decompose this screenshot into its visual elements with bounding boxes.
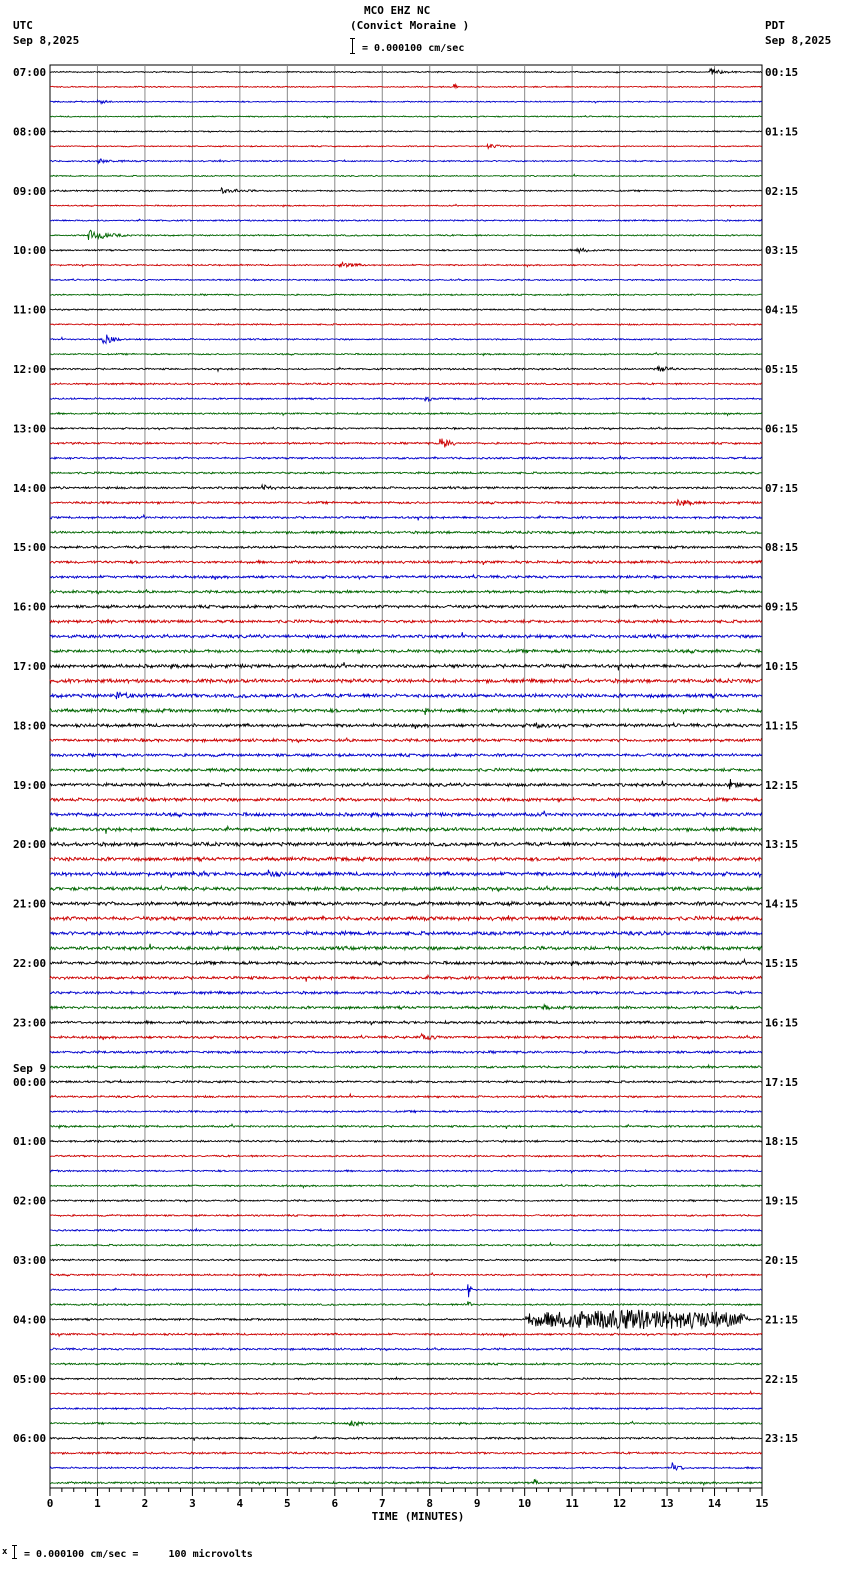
- date-change-label: Sep 9: [13, 1061, 47, 1075]
- right-hour-label: 20:15: [765, 1254, 799, 1267]
- seismic-trace: [50, 1215, 762, 1217]
- x-axis: [47, 1488, 769, 1523]
- seismic-trace: [50, 1436, 762, 1440]
- right-hour-label: 18:15: [765, 1135, 799, 1149]
- left-hour-label: 01:00: [13, 1135, 47, 1149]
- x-tick-label: 9: [473, 1497, 481, 1510]
- scale-text: = 0.000100 cm/sec: [362, 43, 465, 54]
- seismic-trace: [50, 1034, 762, 1040]
- seismic-trace: [50, 561, 762, 565]
- left-hour-label: 17:00: [13, 660, 47, 673]
- x-tick-label: 4: [236, 1497, 244, 1510]
- left-hour-label: 04:00: [13, 1313, 47, 1327]
- left-hour-label: 00:00: [13, 1075, 47, 1089]
- seismic-trace: [50, 500, 762, 506]
- right-hour-label: 08:15: [765, 541, 799, 555]
- seismic-trace: [50, 1243, 762, 1246]
- footer-scale-bar-icon: [14, 1545, 15, 1559]
- seismic-trace: [50, 575, 762, 580]
- right-hour-label: 09:15: [765, 600, 799, 614]
- seismic-trace: [50, 367, 762, 372]
- seismic-trace: [50, 649, 762, 653]
- seismic-trace: [50, 485, 762, 490]
- x-tick-label: 10: [518, 1497, 532, 1510]
- seismic-trace: [50, 1348, 762, 1351]
- right-hour-label: 16:15: [765, 1016, 799, 1030]
- seismic-trace: [50, 1051, 762, 1054]
- seismic-trace: [50, 324, 762, 326]
- x-tick-label: 15: [755, 1497, 769, 1510]
- seismic-trace: [50, 975, 762, 981]
- seismic-trace: [50, 1301, 762, 1305]
- seismic-trace: [50, 842, 762, 846]
- seismic-trace: [50, 902, 762, 906]
- station-location: (Convict Moraine ): [350, 19, 470, 32]
- seismic-trace: [50, 546, 762, 549]
- seismic-trace: [50, 427, 762, 430]
- right-hour-label: 19:15: [765, 1194, 799, 1208]
- right-hour-label: 15:15: [765, 957, 799, 970]
- x-tick-label: 13: [660, 1497, 674, 1510]
- seismic-trace: [50, 662, 762, 670]
- seismic-trace: [50, 738, 762, 742]
- seismic-trace: [50, 1170, 762, 1173]
- left-hour-label: 20:00: [13, 838, 47, 852]
- right-hour-label: 06:15: [765, 422, 799, 436]
- right-hour-label: 11:15: [765, 719, 799, 733]
- seismic-trace: [50, 204, 762, 207]
- x-tick-label: 3: [189, 1497, 196, 1510]
- seismic-trace: [50, 632, 762, 638]
- seismic-trace: [50, 69, 762, 75]
- right-hour-label: 07:15: [765, 481, 799, 495]
- seismic-trace: [50, 439, 762, 448]
- right-hour-label: 02:15: [765, 184, 799, 198]
- seismic-trace: [50, 100, 762, 103]
- left-hour-label: 12:00: [13, 363, 47, 376]
- seismic-trace: [50, 1363, 762, 1365]
- left-hour-label: 22:00: [13, 957, 47, 970]
- x-tick-label: 6: [331, 1497, 339, 1510]
- trace-lines: [50, 69, 762, 1485]
- seismic-trace: [50, 1184, 762, 1187]
- seismic-trace: [50, 1229, 762, 1231]
- seismic-trace: [50, 1110, 762, 1112]
- right-hour-label: 12:15: [765, 778, 799, 792]
- x-tick-label: 8: [426, 1497, 434, 1510]
- left-hour-label: 18:00: [13, 719, 47, 733]
- right-hour-label: 04:15: [765, 303, 799, 317]
- seismic-trace: [50, 144, 762, 148]
- seismic-trace: [50, 931, 762, 935]
- left-hour-label: 16:00: [13, 600, 47, 614]
- seismic-trace: [50, 1391, 762, 1394]
- seismic-trace: [50, 219, 762, 221]
- seismic-trace: [50, 472, 762, 474]
- left-timezone: UTC: [13, 19, 33, 32]
- x-axis-label: TIME (MINUTES): [371, 1510, 465, 1523]
- left-hour-label: 14:00: [13, 481, 47, 495]
- seismic-trace: [50, 174, 762, 176]
- seismic-trace: [50, 1377, 762, 1379]
- seismic-trace: [50, 230, 762, 240]
- seismic-trace: [50, 590, 762, 594]
- seismic-trace: [50, 1284, 762, 1297]
- seismic-trace: [50, 723, 762, 729]
- seismic-trace: [50, 991, 762, 994]
- footer-scale-cap-bottom: [12, 1558, 17, 1559]
- x-tick-label: 7: [378, 1497, 386, 1510]
- right-hour-label: 01:15: [765, 125, 799, 139]
- footer-scale-cap-top: [12, 1545, 17, 1546]
- seismic-trace: [50, 811, 762, 818]
- seismic-trace: [50, 294, 762, 296]
- right-hour-label: 13:15: [765, 838, 799, 852]
- left-hour-label: 03:00: [13, 1254, 47, 1267]
- right-timezone: PDT: [765, 19, 785, 32]
- seismic-trace: [50, 753, 762, 756]
- seismic-trace: [50, 1065, 762, 1068]
- left-hour-label: 06:00: [13, 1432, 47, 1446]
- seismic-trace: [50, 335, 762, 344]
- seismic-trace: [50, 1199, 762, 1202]
- left-hour-label: 07:00: [13, 66, 47, 79]
- left-hour-label: 05:00: [13, 1372, 47, 1386]
- seismic-trace: [50, 798, 762, 802]
- seismic-trace: [50, 1155, 762, 1157]
- seismic-trace: [50, 1462, 762, 1469]
- seismic-trace: [50, 1021, 762, 1025]
- left-hour-label: 23:00: [13, 1016, 47, 1030]
- seismic-trace: [50, 262, 762, 267]
- seismic-trace: [50, 692, 762, 699]
- seismic-trace: [50, 84, 762, 88]
- seismic-trace: [50, 1273, 762, 1277]
- right-hour-label: 00:15: [765, 66, 799, 79]
- seismic-trace: [50, 116, 762, 118]
- seismic-trace: [50, 279, 762, 281]
- right-date: Sep 8,2025: [765, 34, 832, 47]
- seismic-trace: [50, 1005, 762, 1010]
- seismic-trace: [50, 944, 762, 950]
- seismic-trace: [50, 857, 762, 861]
- seismic-trace: [50, 515, 762, 520]
- footer-scale-glyph: x: [2, 1547, 8, 1557]
- seismic-trace: [50, 1094, 762, 1098]
- seismic-trace: [50, 1479, 762, 1485]
- left-hour-label: 19:00: [13, 778, 47, 792]
- seismic-trace: [50, 383, 762, 385]
- seismic-trace: [50, 353, 762, 356]
- seismic-trace: [50, 188, 762, 193]
- right-hour-label: 22:15: [765, 1372, 799, 1386]
- seismic-trace: [50, 1452, 762, 1454]
- station-title: MCO EHZ NC: [364, 4, 431, 17]
- seismic-trace: [50, 679, 762, 683]
- seismic-trace: [50, 1333, 762, 1337]
- x-tick-label: 0: [46, 1497, 54, 1510]
- x-tick-label: 12: [612, 1497, 627, 1510]
- left-hour-label: 15:00: [13, 541, 47, 555]
- seismic-trace: [50, 708, 762, 715]
- seismic-trace: [50, 248, 762, 253]
- seismic-trace: [50, 767, 762, 771]
- seismic-trace: [50, 1259, 762, 1261]
- seismic-trace: [50, 1124, 762, 1129]
- seismic-trace: [50, 456, 762, 459]
- x-tick-label: 1: [94, 1497, 101, 1510]
- seismic-trace: [50, 619, 762, 623]
- footer-scale-note: = 0.000100 cm/sec = 100 microvolts: [24, 1549, 253, 1560]
- right-hour-label: 03:15: [765, 244, 799, 258]
- seismic-trace: [50, 779, 762, 789]
- left-date: Sep 8,2025: [13, 34, 80, 47]
- right-hour-label: 10:15: [765, 660, 799, 673]
- seismic-trace: [50, 1140, 762, 1142]
- right-hour-label: 17:15: [765, 1075, 799, 1089]
- left-hour-label: 13:00: [13, 422, 47, 436]
- seismic-trace: [50, 159, 762, 163]
- seismic-trace: [50, 413, 762, 416]
- right-hour-label: 23:15: [765, 1432, 799, 1446]
- seismic-trace: [50, 130, 762, 132]
- x-tick-label: 14: [707, 1497, 722, 1510]
- right-hour-label: 14:15: [765, 897, 799, 911]
- seismic-trace: [50, 308, 762, 310]
- x-tick-label: 11: [565, 1497, 579, 1510]
- left-hour-label: 08:00: [13, 125, 47, 139]
- left-hour-label: 11:00: [13, 303, 47, 317]
- x-tick-label: 2: [141, 1497, 149, 1510]
- seismic-trace: [50, 1421, 762, 1426]
- seismic-trace: [50, 531, 762, 534]
- seismic-trace: [50, 886, 762, 891]
- seismic-trace: [50, 959, 762, 965]
- seismic-trace: [50, 826, 762, 833]
- left-hour-label: 21:00: [13, 897, 47, 911]
- seismic-trace: [50, 397, 762, 402]
- right-hour-label: 21:15: [765, 1313, 799, 1327]
- seismic-trace: [50, 870, 762, 878]
- left-hour-label: 02:00: [13, 1194, 47, 1208]
- seismic-trace: [50, 1080, 762, 1083]
- left-hour-label: 09:00: [13, 184, 47, 198]
- seismic-trace: [50, 915, 762, 920]
- seismic-trace: [50, 605, 762, 608]
- left-hour-label: 10:00: [13, 244, 47, 258]
- seismic-trace: [50, 1310, 762, 1329]
- seismic-trace: [50, 1408, 762, 1410]
- x-tick-label: 5: [284, 1497, 291, 1510]
- right-hour-label: 05:15: [765, 363, 799, 376]
